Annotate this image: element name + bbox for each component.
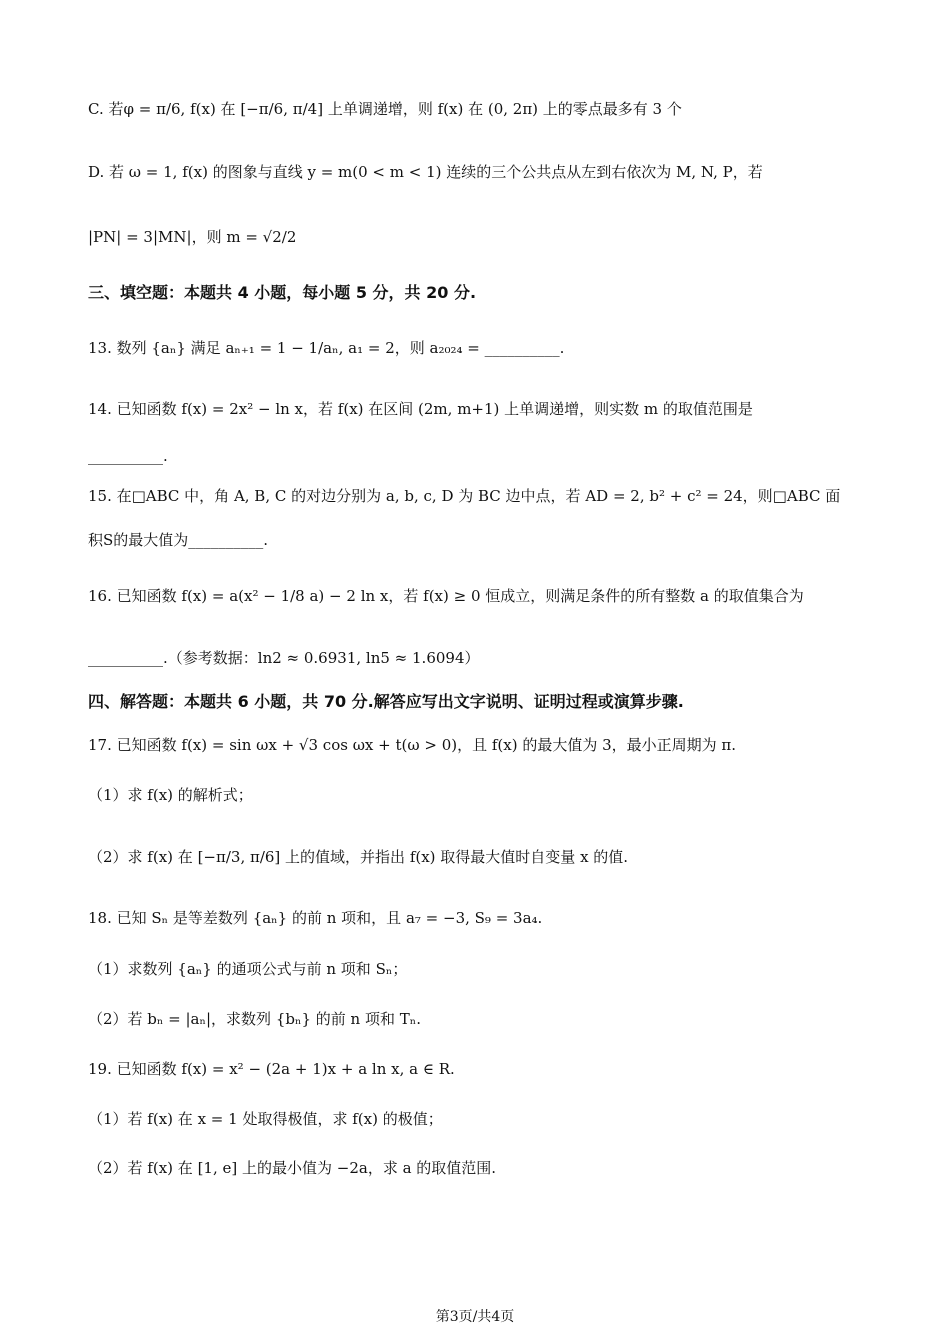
option-d: D. 若 ω = 1, f(x) 的图象与直线 y = m(0 < m < 1) 连续的三个公共点从左到右依次为 M, N, P，若 — [88, 163, 763, 181]
question-17: 17. 已知函数 f(x) = sin ωx + √3 cos ωx + t(ω > 0)，且 f(x) 的最大值为 3，最小正周期为 π. — [88, 736, 737, 754]
question-16: 16. 已知函数 f(x) = a(x² − 1/8 a) − 2 ln x，若 f(x) ≥ 0 恒成立，则满足条件的所有整数 a 的取值集合为 — [88, 587, 804, 605]
question-17-part-2: （2）求 f(x) 在 [−π/3, π/6] 上的值域，并指出 f(x) 取得最大值时自变量 x 的值. — [88, 848, 629, 866]
question-19-part-1: （1）若 f(x) 在 x = 1 处取得极值，求 f(x) 的极值； — [88, 1110, 443, 1128]
section-fill-in-heading: 三、填空题：本题共 4 小题，每小题 5 分，共 20 分. — [88, 283, 477, 302]
question-18-part-1: （1）求数列 {aₙ} 的通项公式与前 n 项和 Sₙ； — [88, 960, 408, 978]
question-16-continued: __________.（参考数据：ln2 ≈ 0.6931, ln5 ≈ 1.6094） — [88, 649, 480, 667]
question-14-blank: __________. — [88, 447, 168, 465]
question-13: 13. 数列 {aₙ} 满足 aₙ₊₁ = 1 − 1/aₙ, a₁ = 2，则 a₂₀₂₄ = __________. — [88, 339, 565, 357]
option-d-continued: |PN| = 3|MN|，则 m = √2/2 — [88, 228, 297, 246]
option-c: C. 若φ = π/6, f(x) 在 [−π/6, π/4] 上单调递增，则 f(x) 在 (0, 2π) 上的零点最多有 3 个 — [88, 100, 682, 118]
question-15: 15. 在□ABC 中，角 A, B, C 的对边分别为 a, b, c, D 为 BC 边中点，若 AD = 2, b² + c² = 24，则□ABC 面 — [88, 487, 841, 505]
question-15-continued: 积S的最大值为__________. — [88, 531, 269, 549]
question-17-part-1: （1）求 f(x) 的解析式； — [88, 786, 253, 804]
question-18: 18. 已知 Sₙ 是等差数列 {aₙ} 的前 n 项和，且 a₇ = −3, S₉ = 3a₄. — [88, 909, 543, 927]
page-footer: 第3页/共4页 — [435, 1309, 515, 1325]
question-14: 14. 已知函数 f(x) = 2x² − ln x，若 f(x) 在区间 (2m, m+1) 上单调递增，则实数 m 的取值范围是 — [88, 400, 753, 418]
section-answer-heading: 四、解答题：本题共 6 小题，共 70 分.解答应写出文字说明、证明过程或演算步骤. — [88, 692, 684, 711]
question-18-part-2: （2）若 bₙ = |aₙ|，求数列 {bₙ} 的前 n 项和 Tₙ. — [88, 1010, 421, 1028]
question-19-part-2: （2）若 f(x) 在 [1, e] 上的最小值为 −2a，求 a 的取值范围. — [88, 1159, 497, 1177]
question-19: 19. 已知函数 f(x) = x² − (2a + 1)x + a ln x, a ∈ R. — [88, 1060, 455, 1078]
